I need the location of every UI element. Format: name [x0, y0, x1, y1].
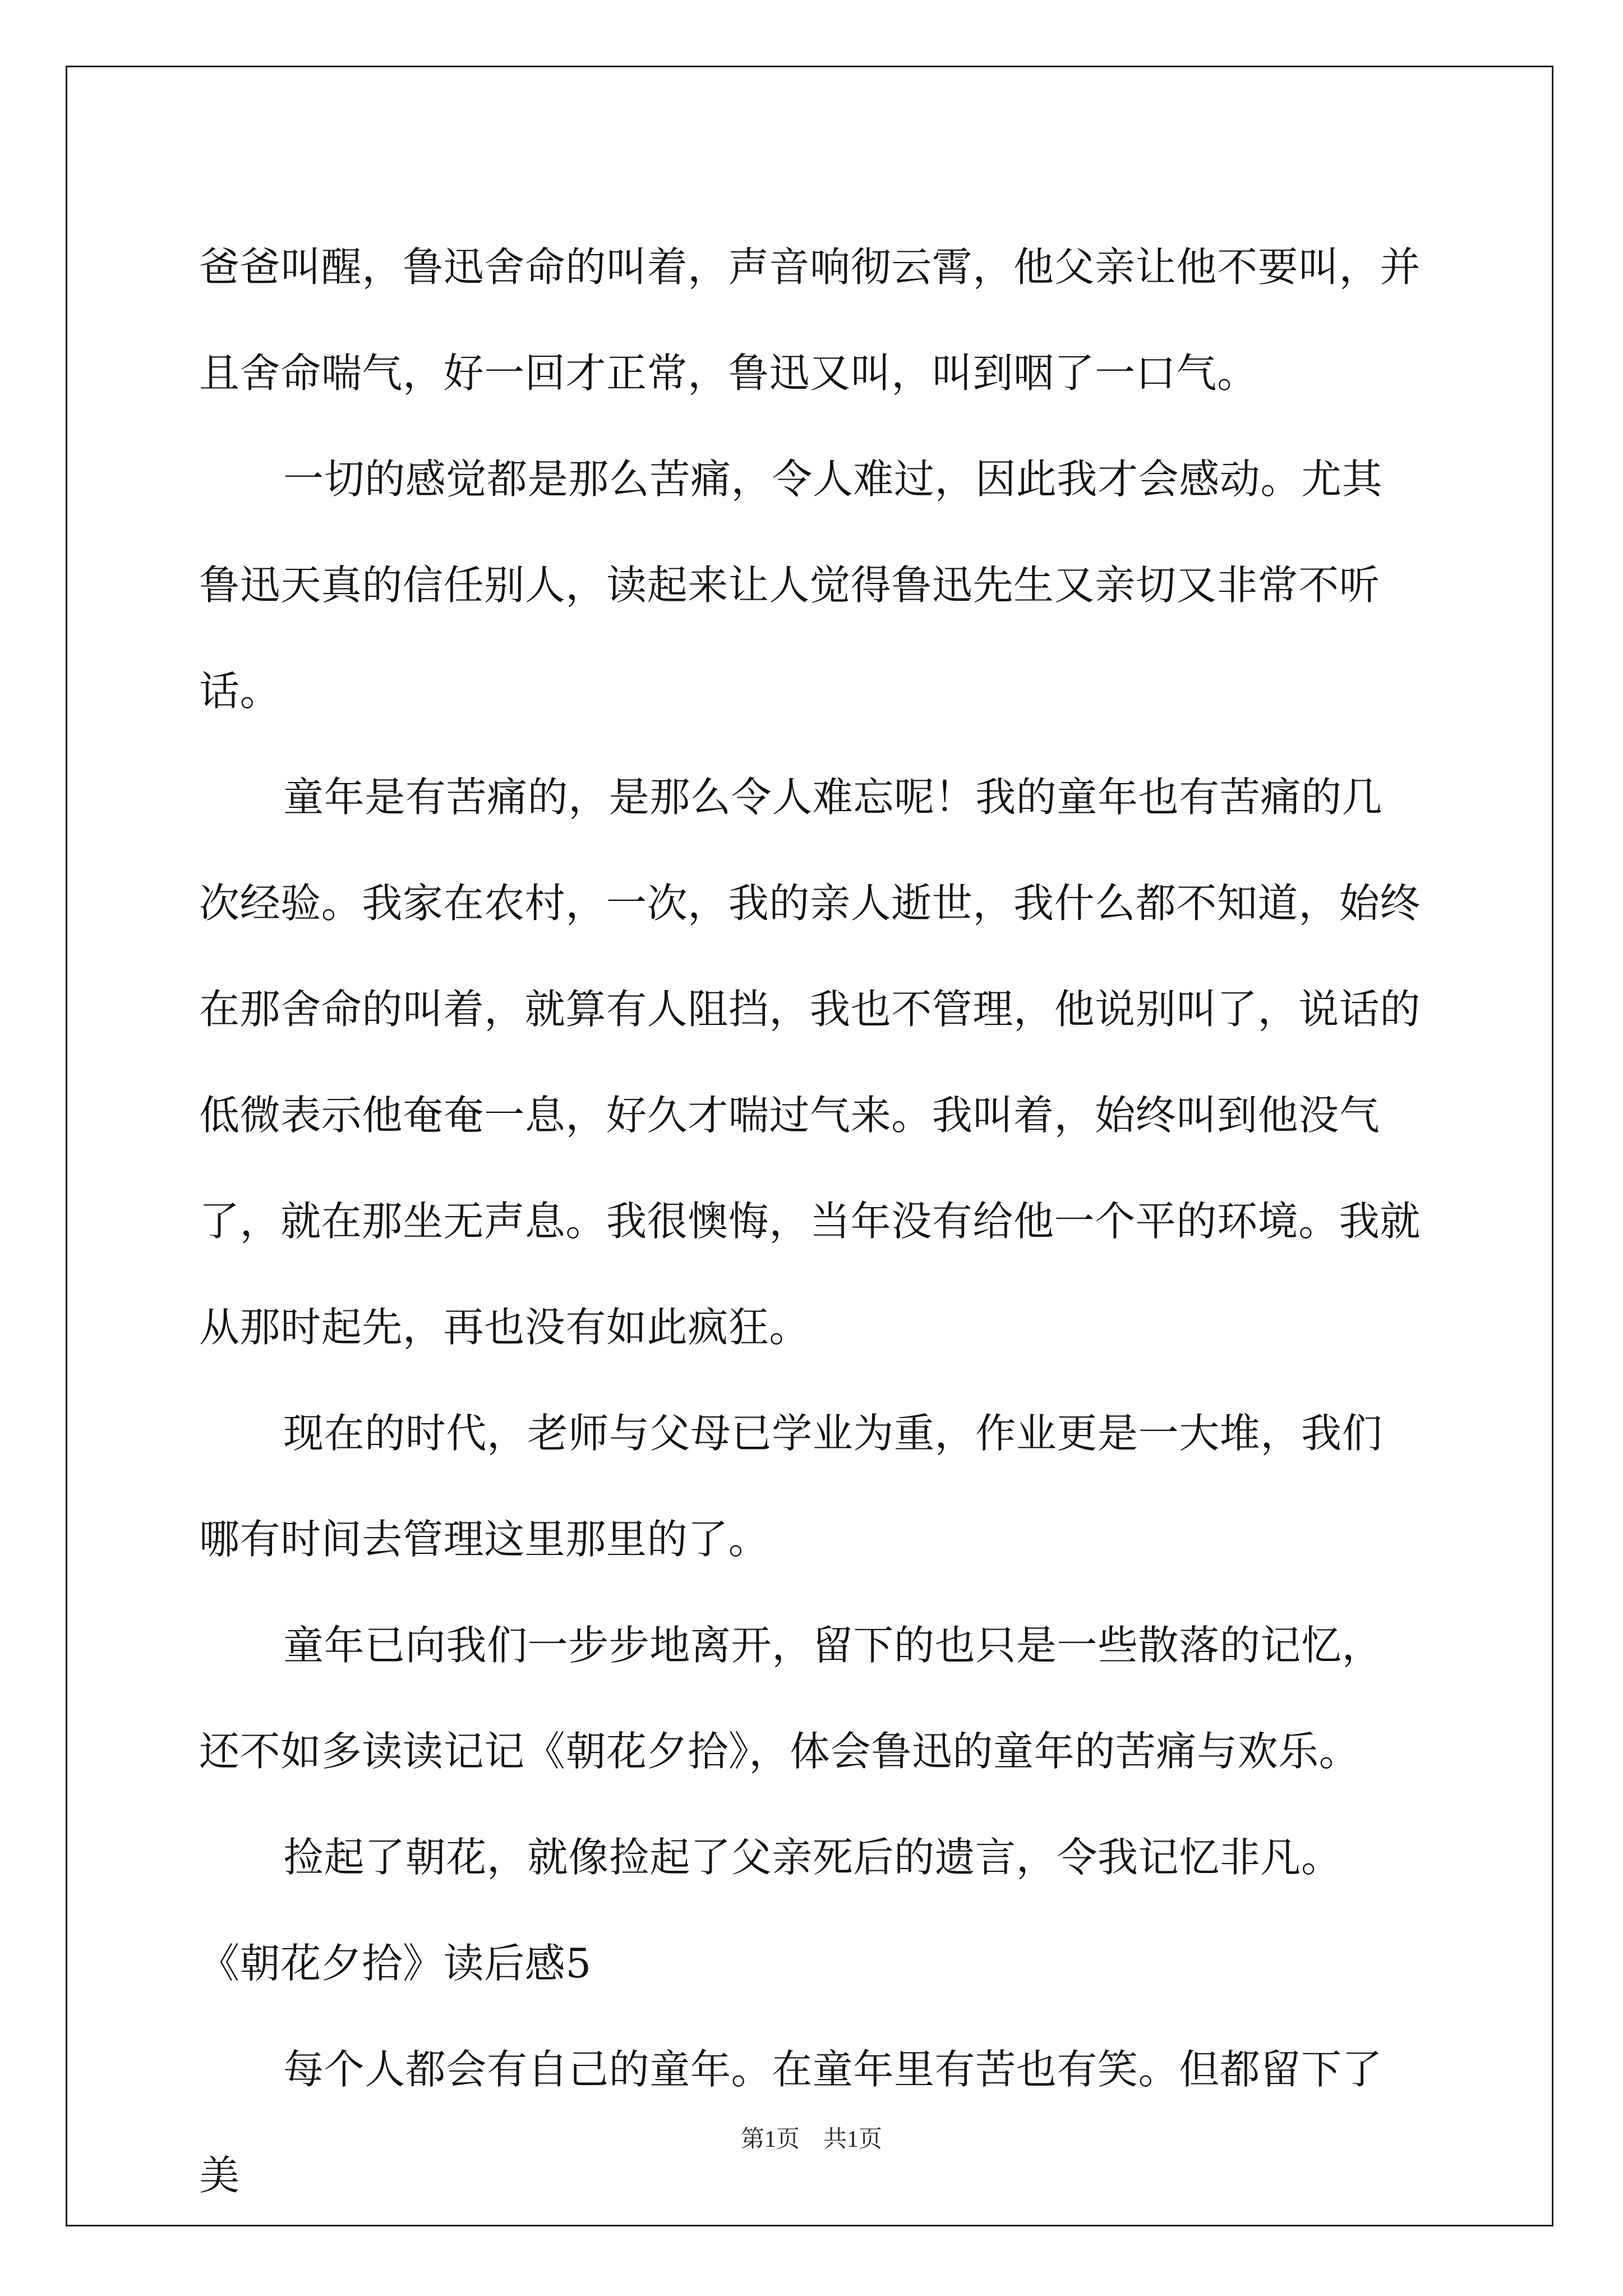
paragraph-1: 爸爸叫醒，鲁迅舍命的叫着，声音响彻云霄，他父亲让他不要叫，并且舍命喘气，好一回才正常，鲁迅又叫，叫到咽了一口气。 — [199, 243, 1421, 397]
section-heading: 《朝花夕拾》读后感5 — [199, 1940, 592, 1987]
paragraph-3: 童年是有苦痛的，是那么令人难忘呢！我的童年也有苦痛的几次经验。我家在农村，一次，我的亲人逝世，我什么都不知道，始终在那舍命的叫着，就算有人阻挡，我也不管理，他说别叫了，说话的低微表示他奄奄一息，好久才喘过气来。我叫着，始终叫到他没气了，就在那坐无声息。我很懊悔，当年没有给他一个平的环境。我就从那时起先，再也没有如此疯狂。 — [199, 774, 1421, 1351]
paragraph-4: 现在的时代，老师与父母已学业为重，作业更是一大堆，我们哪有时间去管理这里那里的了。 — [199, 1410, 1383, 1563]
paragraph-5: 童年已向我们一步步地离开，留下的也只是一些散落的记忆，还不如多读读记记《朝花夕拾》，体会鲁迅的童年的苦痛与欢乐。 — [199, 1622, 1383, 1775]
paragraph-6: 捡起了朝花，就像捡起了父亲死后的遗言，令我记忆非凡。 — [283, 1834, 1342, 1881]
page-number-footer: 第1页 共1页 — [740, 2127, 882, 2152]
paragraph-2: 一切的感觉都是那么苦痛，令人难过，因此我才会感动。尤其鲁迅天真的信任别人，读起来让人觉得鲁迅先生又亲切又非常不听话。 — [199, 455, 1383, 715]
document-body — [199, 214, 1422, 2229]
paragraph-7: 每个人都会有自己的童年。在童年里有苦也有笑。但都留下了美 — [199, 2046, 1383, 2199]
